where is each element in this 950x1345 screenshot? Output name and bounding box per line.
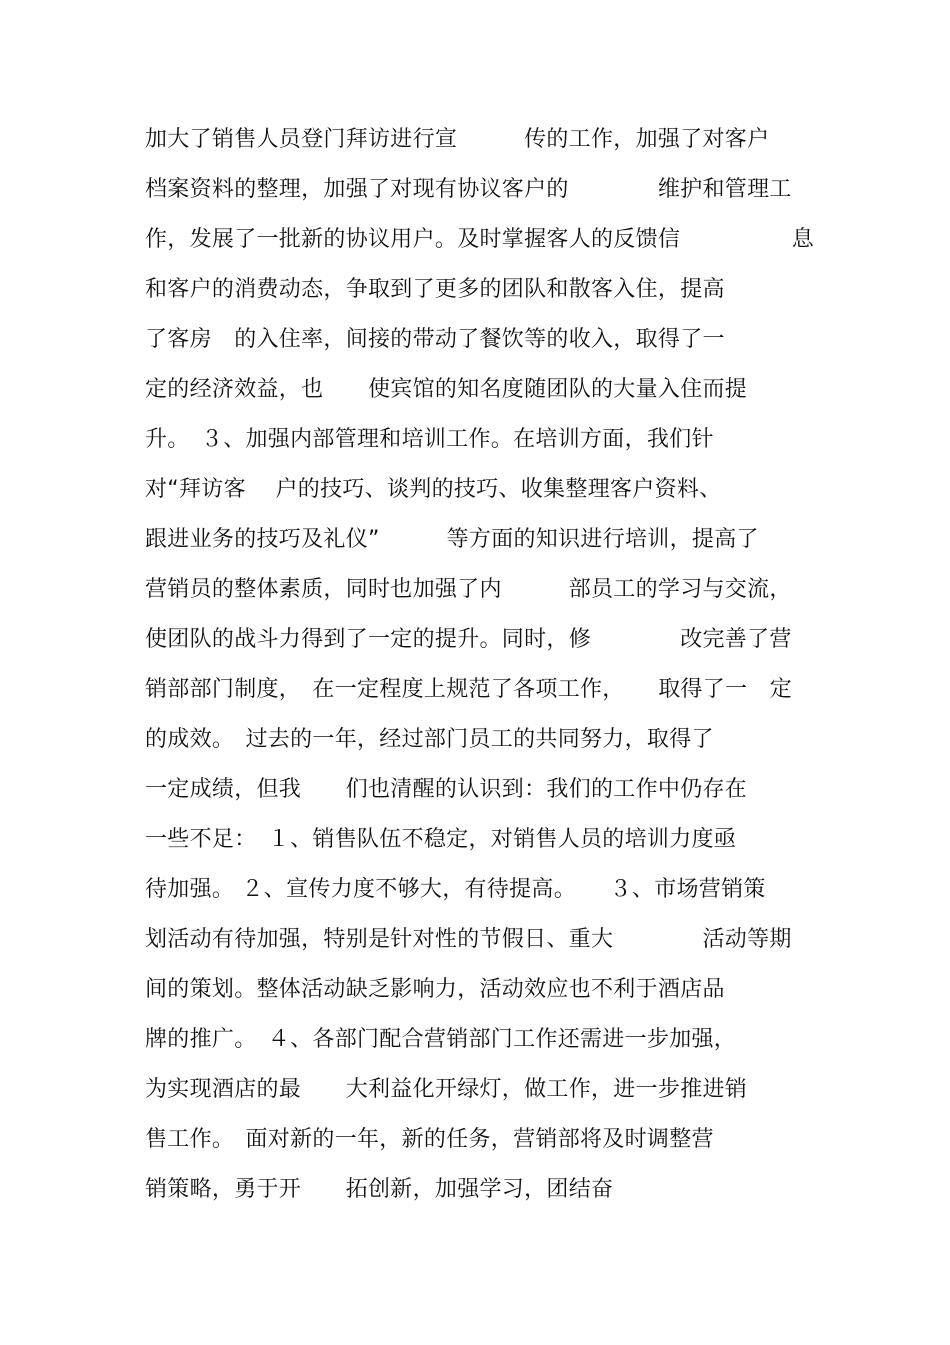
text-line: 销策略，勇于开 拓创新，加强学习，团结奋	[145, 1177, 614, 1202]
text-line: 了客房 的入住率，间接的带动了餐饮等的收入，取得了一	[145, 327, 725, 352]
text-line: 档案资料的整理，加强了对现有协议客户的 维护和管理工	[145, 177, 792, 202]
text-line: 为实现酒店的最 大利益化开绿灯，做工作，进一步推进销	[145, 1077, 748, 1102]
text-line: 销部部门制度， 在一定程度上规范了各项工作， 取得了一 定	[145, 677, 793, 702]
text-line: 间的策划。整体活动缺乏影响力，活动效应也不利于酒店品	[145, 977, 725, 1002]
text-line: 一些不足： １、销售队伍不稳定，对销售人员的培训力度亟	[145, 827, 737, 852]
text-line: 一定成绩，但我 们也清醒的认识到：我们的工作中仍存在	[145, 777, 748, 802]
text-line: 跟进业务的技巧及礼仪” 等方面的知识进行培训，提高了	[145, 527, 759, 552]
text-line: 和客户的消费动态，争取到了更多的团队和散客入住，提高	[145, 277, 725, 302]
text-line: 对“拜访客 户的技巧、谈判的技巧、收集整理客户资料、	[145, 477, 722, 502]
text-line: 牌的推广。 ４、各部门配合营销部门工作还需进一步加强，	[145, 1027, 737, 1052]
text-line: 营销员的整体素质，同时也加强了内 部员工的学习与交流，	[145, 577, 792, 602]
text-line: 售工作。 面对新的一年，新的任务，营销部将及时调整营	[145, 1127, 714, 1152]
text-line: 使团队的战斗力得到了一定的提升。同时，修 改完善了营	[145, 627, 792, 652]
text-line: 待加强。 ２、宣传力度不够大，有待提高。 ３、市场营销策	[145, 877, 766, 902]
text-line: 的成效。 过去的一年，经过部门员工的共同努力，取得了	[145, 727, 714, 752]
text-line: 加大了销售人员登门拜访进行宣 传的工作，加强了对客户	[145, 127, 770, 152]
text-line: 划活动有待加强，特别是针对性的节假日、重大 活动等期	[145, 927, 792, 952]
text-line: 作，发展了一批新的协议用户。及时掌握客人的反馈信 息	[145, 227, 815, 252]
text-line: 定的经济效益，也 使宾馆的知名度随团队的大量入住而提	[145, 377, 748, 402]
text-line: 升。 ３、加强内部管理和培训工作。在培训方面，我们针	[145, 427, 714, 452]
